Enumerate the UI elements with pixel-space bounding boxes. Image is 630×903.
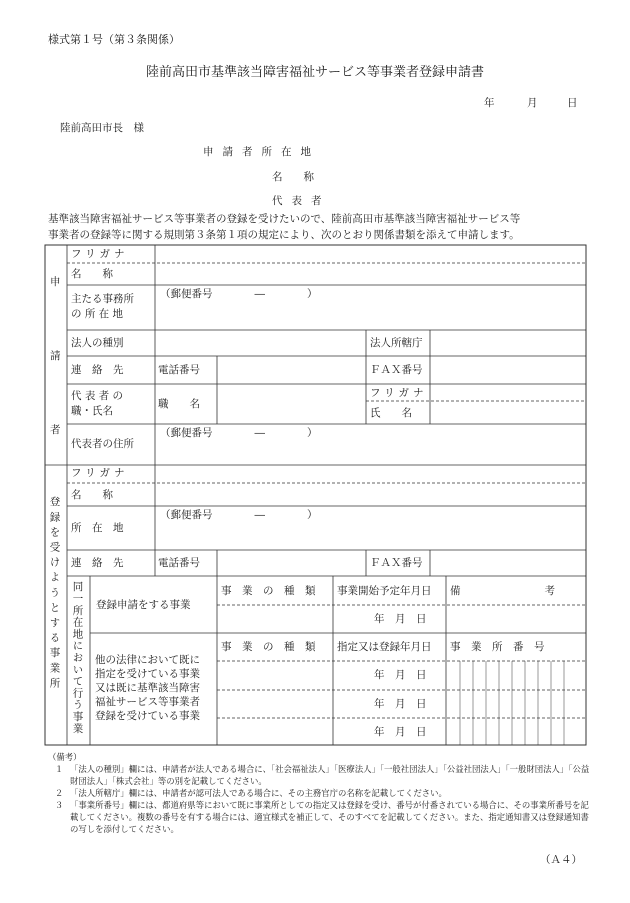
intro-line-1: 基準該当障害福祉サービス等事業者の登録を受けたいので、陸前高田市基準該当障害福祉サービス等 (48, 213, 521, 225)
business-location-label: 所 在 地 (71, 522, 124, 534)
business-type-header-2: 事 業 の 種 類 (221, 641, 316, 653)
office-postal-code: （郵便番号 ― ） (160, 288, 318, 300)
business-postal-code: （郵便番号 ― ） (160, 509, 318, 521)
applicant-side-char-2: 請 (50, 350, 61, 362)
date-month-label: 月 (527, 97, 538, 109)
paper-size-label: （Ａ４） (540, 854, 582, 866)
business-phone-label: 電話番号 (158, 557, 200, 569)
note-text: 「法人所轄庁」欄には、申請者が認可法人である場合に、その主務官庁の名称を記載してください。 (70, 787, 447, 798)
corporation-authority-label: 法人所轄庁 (370, 337, 423, 349)
notes-section (48, 752, 593, 835)
representative-furigana-label: フリガナ (370, 387, 428, 399)
addressee: 陸前高田市長 様 (60, 122, 144, 134)
representative-postal-code: （郵便番号 ― ） (160, 427, 318, 439)
business-furigana-label: フリガナ (71, 467, 129, 479)
date-year-label: 年 (484, 97, 495, 109)
note-number: ３ (54, 799, 64, 810)
note-number: １ (54, 763, 64, 774)
note-item (48, 788, 593, 800)
designation-date-field-2: 年 月 日 (374, 698, 427, 710)
representative-address-label: 代表者の住所 (71, 438, 134, 450)
same-location-label: 同一所在地において行う事業 (71, 581, 84, 735)
other-business-label-3: 又は既に基準該当障害 (95, 682, 200, 694)
note-item (48, 764, 593, 788)
other-business-label-4: 福祉サービス等事業者 (95, 696, 200, 708)
business-side-label: 登録を受けようとする事業所 (48, 496, 61, 693)
remarks-header: 備 考 (450, 585, 555, 597)
registration-apply-label: 登録申請をする事業 (96, 599, 191, 611)
other-business-label-2: 指定を受けている事業 (95, 668, 200, 680)
notes-heading: （備考） (48, 752, 82, 762)
applicant-fax-label: ＦＡＸ番号 (370, 364, 423, 376)
designation-date-header: 指定又は登録年月日 (337, 641, 432, 653)
applicant-furigana-label: フリガナ (71, 248, 129, 260)
office-number-header: 事 業 所 番 号 (450, 641, 545, 653)
applicant-side-char-3: 者 (50, 424, 61, 436)
date-day-label: 日 (567, 97, 578, 109)
office-address-label-2: の 所 在 地 (71, 308, 124, 320)
business-fax-label: ＦＡＸ番号 (370, 557, 423, 569)
intro-line-2: 事業者の登録等に関する規則第３条第１項の規定により、次のとおり関係書類を添えて申請します。 (48, 229, 520, 241)
start-date-header: 事業開始予定年月日 (337, 585, 432, 597)
representative-name-label: 氏 名 (370, 407, 412, 419)
applicant-name-row-label: 名 称 (71, 268, 113, 280)
applicant-phone-label: 電話番号 (158, 364, 200, 376)
note-text: 「事業所番号」欄には、都道府県等において既に事業所としての指定又は登録を受け、番号が付番されている場合に、その事業所番号を記載してください。複数の番号を有する場合には、適宜様式を補正して、そのすべてを記載してください。また、指定通知書又は登録通知書の写しを添付してください。 (70, 799, 589, 834)
note-number: ２ (54, 787, 64, 798)
other-business-label-5: 登録を受けている事業 (95, 710, 200, 722)
form-number: 様式第１号（第３条関係） (48, 33, 180, 46)
representative-title-label: 職 名 (158, 398, 200, 410)
applicant-contact-label: 連 絡 先 (71, 364, 124, 376)
business-name-label: 名 称 (71, 489, 113, 501)
document-title: 陸前高田市基準該当障害福祉サービス等事業者登録申請書 (145, 65, 484, 80)
designation-date-field-3: 年 月 日 (374, 726, 427, 738)
corporation-type-label: 法人の種別 (71, 337, 124, 349)
other-business-label-1: 他の法律において既に (95, 654, 200, 666)
applicant-address-label: 申請者所在地 (203, 146, 320, 158)
start-date-field: 年 月 日 (374, 613, 427, 625)
applicant-representative-label: 代表者 (272, 195, 331, 207)
representative-label-1: 代 表 者 の (71, 390, 124, 402)
note-text: 「法人の種別」欄には、申請者が法人である場合に、「社会福祉法人」「医療法人」「一般社団法人」「公益社団法人」「一般財団法人」「公益財団法人」「株式会社」等の別を記載してください。 (70, 763, 590, 786)
note-item (48, 800, 593, 836)
applicant-name-label: 名 称 (272, 171, 314, 183)
applicant-side-char-1: 申 (50, 276, 61, 288)
representative-label-2: 職・氏名 (71, 405, 113, 417)
designation-date-field-1: 年 月 日 (374, 669, 427, 681)
business-type-header: 事 業 の 種 類 (221, 585, 316, 597)
business-contact-label: 連 絡 先 (71, 557, 124, 569)
office-address-label-1: 主たる事務所 (71, 293, 134, 305)
